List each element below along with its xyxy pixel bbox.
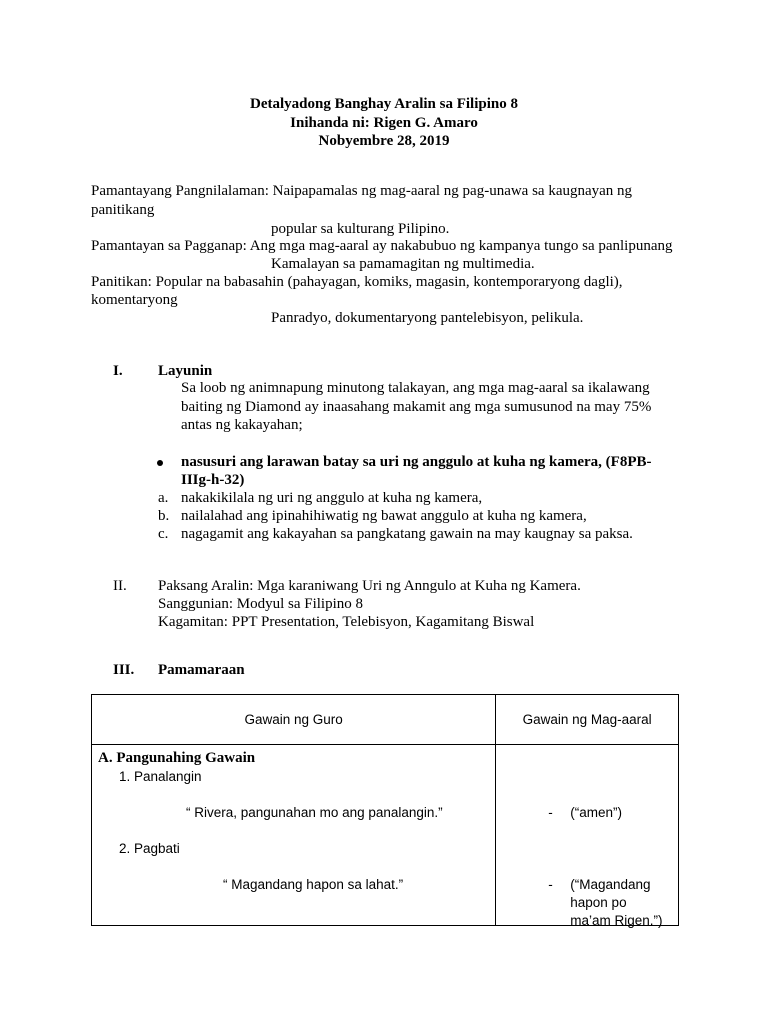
item2-teacher-text: “ Magandang hapon sa lahat.” bbox=[223, 877, 404, 892]
content-standard-line1: Pamantayang Pangnilalaman: Naipapamalas ng mag-aaral ng pag-unawa sa kaugnayan ng bbox=[91, 183, 633, 199]
objective-a-text: nakakikilala ng uri ng anggulo at kuha ng kamera, bbox=[181, 490, 483, 506]
performance-standard-line1: Pamantayan sa Pagganap: Ang mga mag-aaral ay nakabubuo ng kampanya tungo sa panlipunang bbox=[91, 238, 673, 254]
section2-reference: Sanggunian: Modyul sa Filipino 8 bbox=[158, 596, 364, 612]
literature-line3: Panradyo, dokumentaryong pantelebisyon, pelikula. bbox=[271, 310, 584, 326]
procedure-table bbox=[91, 694, 679, 926]
document-author: Inihanda ni: Rigen G. Amaro bbox=[290, 115, 478, 131]
table-row bbox=[92, 745, 679, 926]
item2-student-line3: ma’am Rigen.”) bbox=[570, 913, 663, 928]
item1-label: 1. Panalangin bbox=[119, 769, 202, 784]
student-activity-cell bbox=[496, 745, 679, 926]
literature-line1: Panitikan: Popular na babasahin (pahayagan, komiks, magasin, kontemporaryong dagli), bbox=[91, 274, 623, 290]
item1-dash: - bbox=[548, 805, 553, 820]
section2-materials: Kagamitan: PPT Presentation, Telebisyon, Kagamitang Biswal bbox=[158, 614, 535, 630]
section2-number: II. bbox=[113, 578, 127, 594]
part-a-title: A. Pangunahing Gawain bbox=[98, 750, 256, 766]
header-teacher-activity: Gawain ng Guro bbox=[92, 695, 496, 745]
section3-title: Pamamaraan bbox=[158, 662, 245, 678]
item1-teacher-text: “ Rivera, pangunahan mo ang panalangin.” bbox=[186, 805, 443, 820]
item2-student-line2: hapon po bbox=[570, 895, 627, 910]
section1-intro-line1: Sa loob ng animnapung minutong talakayan, ang mga mag-aaral sa ikalawang bbox=[181, 380, 650, 396]
content-standard-line2: panitikang bbox=[91, 202, 155, 218]
section1-intro-line3: antas ng kakayahan; bbox=[181, 417, 303, 433]
objective-bullet-line2: IIIg-h-32) bbox=[181, 472, 245, 488]
teacher-activity-cell bbox=[92, 745, 496, 926]
objective-c-text: nagagamit ang kakayahan sa pangkatang gawain na may kaugnay sa paksa. bbox=[181, 526, 633, 542]
document-date: Nobyembre 28, 2019 bbox=[318, 133, 450, 149]
bullet-icon bbox=[157, 460, 163, 466]
section1-number: I. bbox=[113, 363, 123, 379]
objective-a-marker: a. bbox=[158, 490, 169, 506]
objective-bullet-line1: nasusuri ang larawan batay sa uri ng anggulo at kuha ng kamera, (F8PB- bbox=[181, 454, 652, 470]
section3-number: III. bbox=[113, 662, 135, 678]
item2-label: 2. Pagbati bbox=[119, 841, 180, 856]
item1-student-text: (“amen”) bbox=[570, 805, 623, 820]
literature-line2: komentaryong bbox=[91, 292, 178, 308]
item2-dash: - bbox=[548, 877, 553, 892]
section1-title: Layunin bbox=[158, 363, 213, 379]
section2-topic: Paksang Aralin: Mga karaniwang Uri ng Anngulo at Kuha ng Kamera. bbox=[158, 578, 581, 594]
objective-c-marker: c. bbox=[158, 526, 169, 542]
table-header-row bbox=[92, 695, 679, 745]
section1-intro-line2: baiting ng Diamond ay inaasahang makamit ang mga sumusunod na may 75% bbox=[181, 399, 652, 415]
document-title: Detalyadong Banghay Aralin sa Filipino 8 bbox=[250, 96, 518, 112]
performance-standard-line2: Kamalayan sa pamamagitan ng multimedia. bbox=[271, 256, 535, 272]
item2-student-line1: (“Magandang bbox=[570, 877, 651, 892]
header-student-activity: Gawain ng Mag-aaral bbox=[496, 695, 679, 745]
objective-b-text: nailalahad ang ipinahihiwatig ng bawat anggulo at kuha ng kamera, bbox=[181, 508, 587, 524]
content-standard-line3: popular sa kulturang Pilipino. bbox=[271, 221, 450, 237]
objective-b-marker: b. bbox=[158, 508, 170, 524]
